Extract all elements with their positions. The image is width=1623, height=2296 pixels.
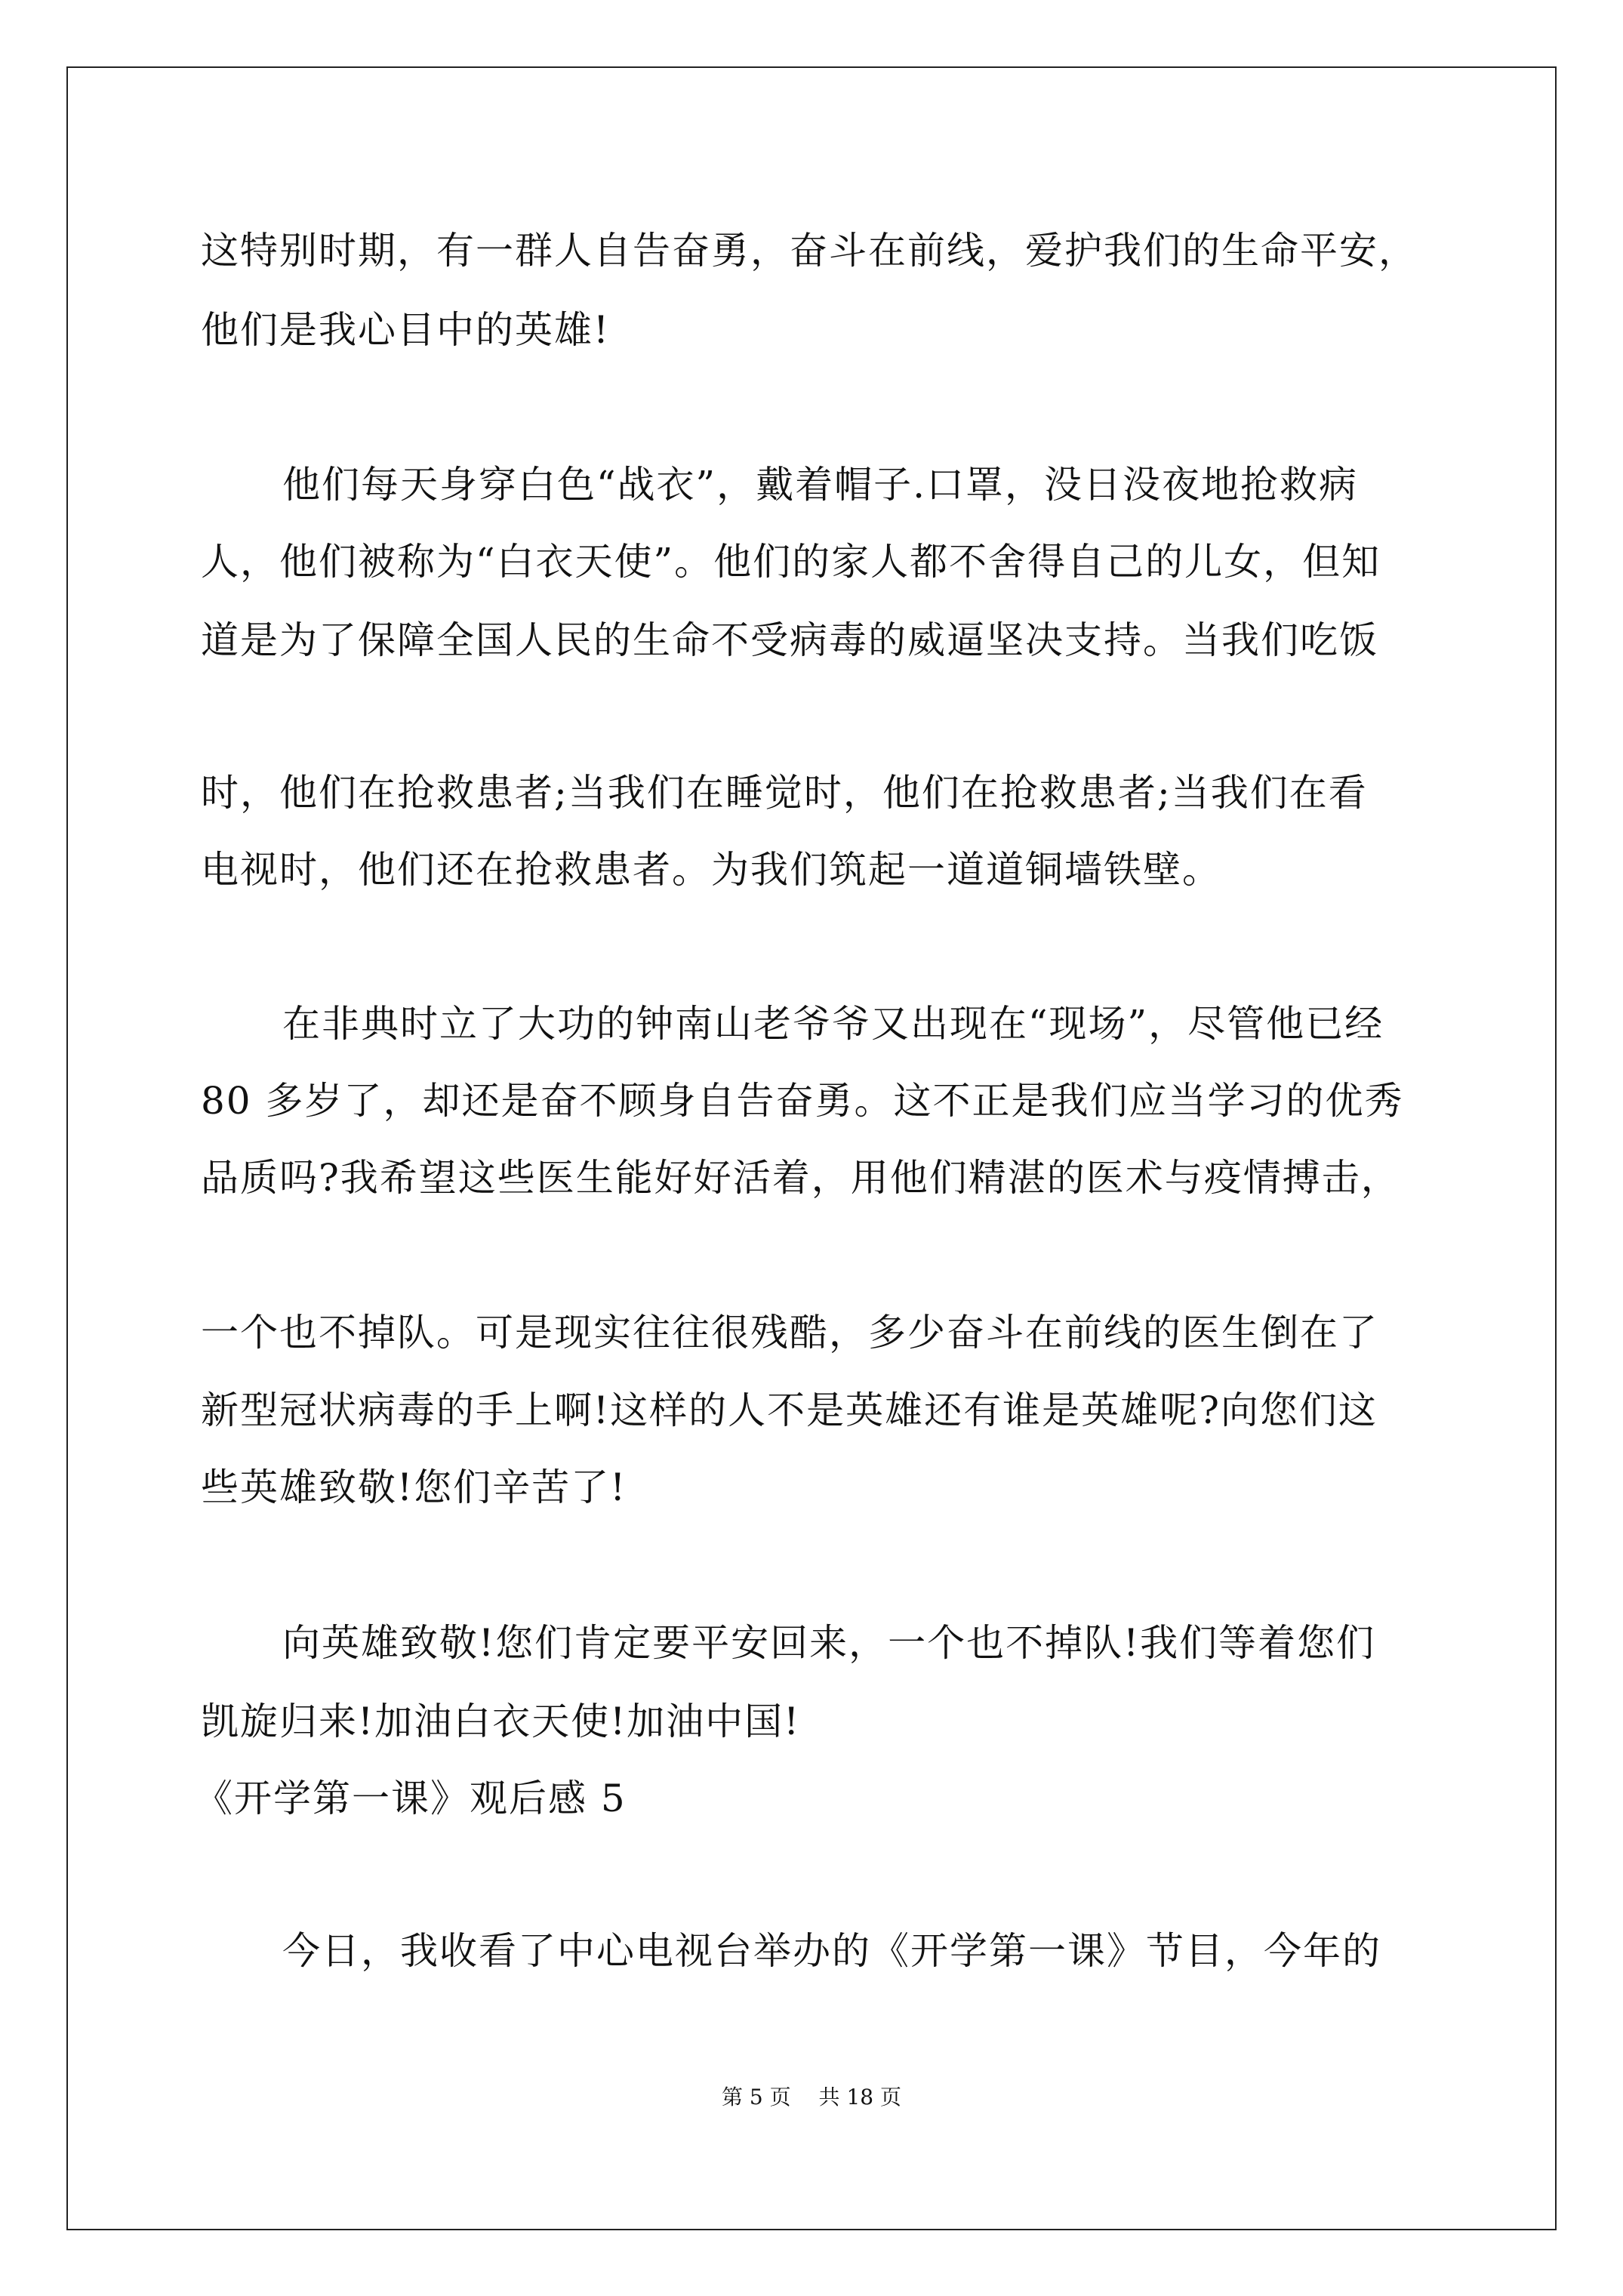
text-line: 道是为了保障全国人民的生命不受病毒的威逼坚决支持。当我们吃饭: [201, 618, 1378, 662]
text-line: 这特别时期，有一群人自告奋勇，奋斗在前线，爱护我们的生命平安，: [201, 229, 1418, 273]
page-number: 第 5 页: [722, 2085, 791, 2110]
page-border: [66, 66, 1557, 2230]
text-line: 些英雄致敬!您们辛苦了!: [201, 1465, 627, 1509]
text-line: 今日，我收看了中心电视台举办的《开学第一课》节目，今年的: [282, 1929, 1381, 1973]
text-line: 凯旋归来!加油白衣天使!加油中国!: [201, 1700, 801, 1743]
page-footer: [0, 2084, 1623, 2111]
text-line: 电视时，他们还在抢救患者。为我们筑起一道道铜墙铁壁。: [201, 848, 1221, 892]
section-heading: 《开学第一课》观后感 5: [195, 1777, 627, 1820]
text-line: 新型冠状病毒的手上啊!这样的人不是英雄还有谁是英雄呢?向您们这: [201, 1388, 1378, 1432]
page-total: 共 18 页: [818, 2085, 901, 2110]
text-line: 他们每天身穿白色“战衣”，戴着帽子.口罩，没日没夜地抢救病: [282, 463, 1359, 507]
text-line: 品质吗?我希望这些医生能好好活着，用他们精湛的医术与疫情搏击，: [201, 1156, 1400, 1200]
text-line: 时，他们在抢救患者;当我们在睡觉时，他们在抢救患者;当我们在看: [201, 771, 1368, 815]
text-line: 他们是我心目中的英雄!: [201, 308, 611, 352]
text-line: 人，他们被称为“白衣天使”。他们的家人都不舍得自己的儿女，但知: [201, 540, 1381, 584]
text-line: 80 多岁了，却还是奋不顾身自告奋勇。这不正是我们应当学习的优秀: [201, 1079, 1404, 1123]
text-line: 在非典时立了大功的钟南山老爷爷又出现在“现场”，尽管他已经: [282, 1002, 1384, 1046]
text-line: 一个也不掉队。可是现实往往很残酷，多少奋斗在前线的医生倒在了: [201, 1311, 1378, 1354]
text-line: 向英雄致敬!您们肯定要平安回来，一个也不掉队!我们等着您们: [282, 1621, 1376, 1665]
